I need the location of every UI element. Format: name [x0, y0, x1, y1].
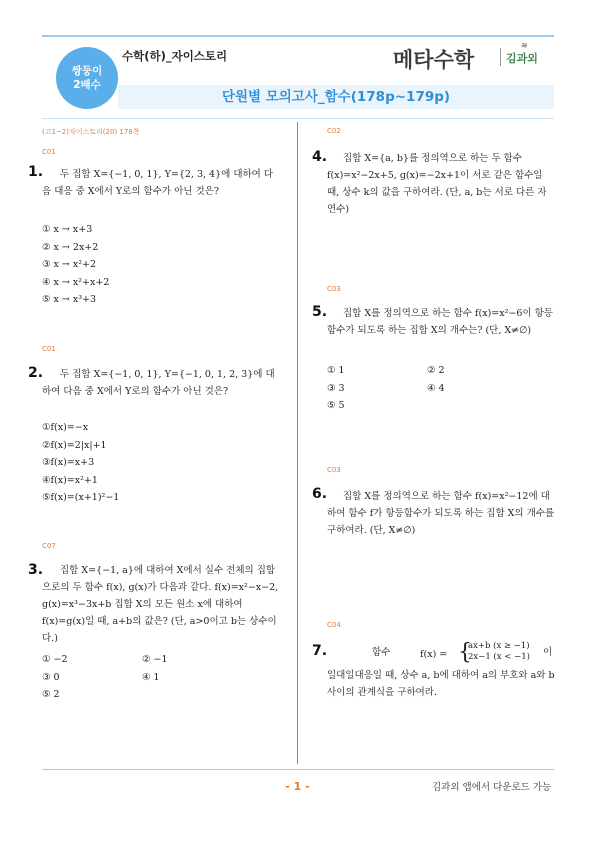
- question-text: 일대일대응일 때, 상수 a, b에 대하여 a의 부호와 a와 b 사이의 관계식을 구하여라.: [327, 670, 555, 698]
- choice-1[interactable]: ① −2: [42, 654, 68, 665]
- question-number: 7.: [312, 643, 328, 659]
- choice-4[interactable]: ④ 4: [427, 382, 445, 394]
- brace-icon: {: [458, 640, 472, 665]
- question-text: 집합 X를 정의역으로 하는 함수 f(x)=x²−12에 대하여 함수 f가 항등함수가 되도록 하는 집합 X의 개수를 구하여라. (단, X≠∅): [327, 491, 555, 536]
- question-code: C07: [42, 542, 56, 550]
- choice-list: [42, 651, 242, 704]
- choice-list: [327, 362, 527, 415]
- column-divider: [297, 122, 298, 764]
- question-code: C03: [327, 466, 341, 474]
- subject-title: 수학(하)_자이스토리: [122, 49, 228, 63]
- question-number: 2.: [28, 365, 44, 381]
- choice-1[interactable]: ① x → x+3: [42, 224, 93, 235]
- header-rule: [42, 35, 554, 37]
- choice-2[interactable]: ② −1: [142, 654, 168, 665]
- question-number: 1.: [28, 164, 44, 180]
- question-code: C03: [327, 285, 341, 293]
- question-number: 4.: [312, 149, 328, 165]
- question-code: C01: [42, 148, 56, 156]
- choice-5[interactable]: ⑤ 2: [42, 689, 60, 700]
- choice-5[interactable]: ⑤ x → x³+3: [42, 294, 97, 305]
- function-tail: 이: [543, 647, 553, 658]
- case-1: ax+b (x ≥ −1): [468, 641, 530, 651]
- page-number: - 1 -: [285, 780, 310, 793]
- footer-text: 김과외 앱에서 다운로드 가능: [432, 782, 552, 793]
- choice-list: [42, 419, 282, 507]
- question-text: 두 집합 X={−1, 0, 1}, Y={−1, 0, 1, 2, 3}에 대하여 다음 중 X에서 Y로의 함수가 아닌 것은?: [42, 369, 275, 397]
- function-lead: 함수: [372, 647, 391, 658]
- choice-1[interactable]: ①f(x)=−x: [42, 422, 89, 433]
- header-divider: [42, 118, 554, 119]
- badge-line-1: 쌍둥이: [71, 65, 103, 77]
- choice-1[interactable]: ① 1: [327, 365, 345, 376]
- choice-4[interactable]: ④ x → x²+x+2: [42, 276, 110, 288]
- question-text: 집합 X={−1, a}에 대하여 X에서 실수 전체의 집합으로의 두 함수 f(x), g(x)가 다음과 같다. f(x)=x²−x−2, g(x)=x³−3x+b 집합 X의 모든 원소 x에 대하여 f(x)=g(x)일 때, a+b의 값은? (단, a>0이고 b는 상수이다.): [42, 565, 279, 644]
- question-number: 3.: [28, 562, 44, 578]
- choice-3[interactable]: ③f(x)=x+3: [42, 457, 95, 468]
- footer-rule: [42, 769, 554, 770]
- question-number: 5.: [312, 304, 328, 320]
- question-code: C04: [327, 621, 341, 629]
- logo-separator: [500, 48, 501, 66]
- choice-2[interactable]: ② x → 2x+2: [42, 241, 99, 253]
- source-note: (고1~2)자이스토리(20) 178쪽: [42, 128, 140, 136]
- choice-2[interactable]: ②f(x)=2|x|+1: [42, 439, 107, 451]
- question-number: 6.: [312, 486, 328, 502]
- question-code: C02: [327, 127, 341, 135]
- choice-list: [42, 221, 282, 309]
- brand-hat-icon: ≋: [521, 41, 528, 50]
- choice-2[interactable]: ② 2: [427, 365, 445, 376]
- question-text: 두 집합 X={−1, 0, 1}, Y={2, 3, 4}에 대하여 다음 대응 중 X에서 Y로의 함수가 아닌 것은?: [42, 169, 274, 197]
- function-label: f(x) =: [420, 649, 448, 660]
- metamath-logo: 메타수학: [393, 48, 475, 72]
- choice-5[interactable]: ⑤ 5: [327, 400, 345, 411]
- choice-3[interactable]: ③ 0: [42, 671, 60, 683]
- choice-3[interactable]: ③ 3: [327, 382, 345, 394]
- choice-4[interactable]: ④ 1: [142, 671, 160, 683]
- badge-line-2: 2배수: [73, 79, 101, 91]
- choice-5[interactable]: ⑤f(x)=(x+1)²−1: [42, 492, 120, 503]
- choice-4[interactable]: ④f(x)=x²+1: [42, 474, 98, 486]
- twin-badge: [56, 47, 118, 109]
- piecewise-cases: [468, 641, 530, 663]
- question-code: C01: [42, 345, 56, 353]
- question-text: 집합 X={a, b}를 정의역으로 하는 두 함수 f(x)=x²−2x+5, g(x)=−2x+1이 서로 같은 함수일 때, 상수 k의 값을 구하여라. (단, a, b는 서로 다른 자연수): [327, 153, 547, 215]
- question-text: 집합 X를 정의역으로 하는 함수 f(x)=x²−6이 항등함수가 되도록 하는 집합 X의 개수는? (단, X≠∅): [327, 308, 553, 336]
- brand-name: 김과외: [506, 52, 538, 65]
- page-title: 단원별 모의고사_함수(178p~179p): [221, 89, 451, 105]
- choice-3[interactable]: ③ x → x²+2: [42, 259, 97, 270]
- case-2: 2x−1 (x < −1): [468, 652, 530, 662]
